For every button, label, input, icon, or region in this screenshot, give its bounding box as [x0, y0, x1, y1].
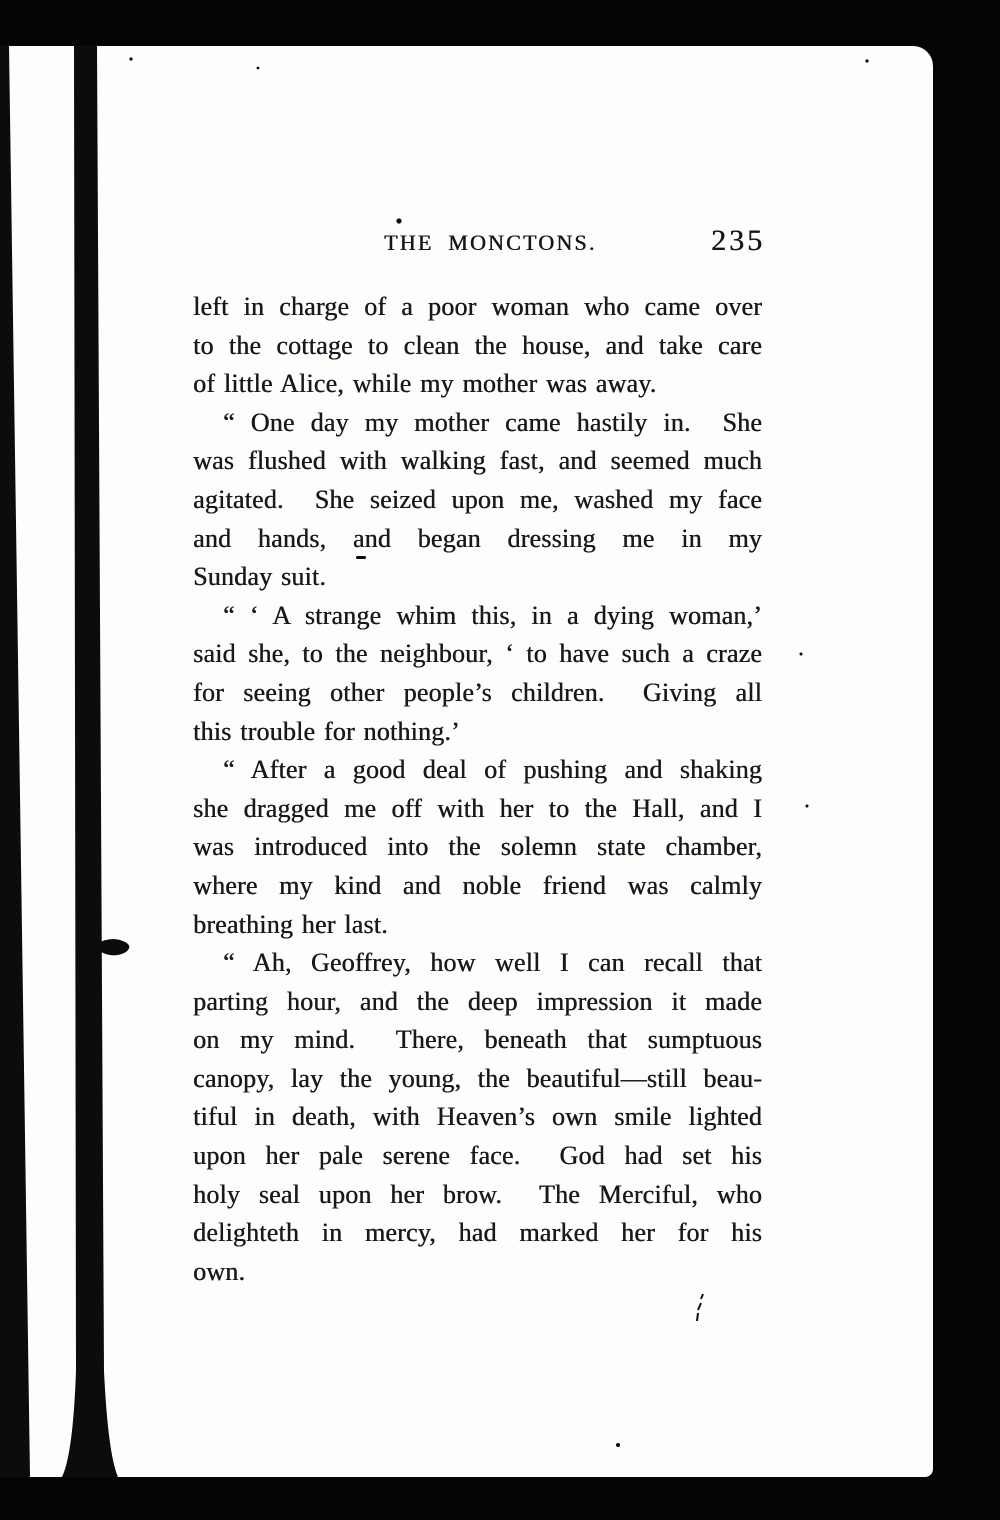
- text-line: upon her pale serene face. God had set his: [193, 1141, 762, 1171]
- page-left-edge-shadow: [0, 46, 30, 1477]
- text-line: agitated. She seized upon me, washed my face: [193, 484, 762, 514]
- text-line: of little Alice, while my mother was away.: [193, 369, 657, 399]
- body-text: [193, 288, 762, 1291]
- ink-speck: [396, 218, 401, 223]
- ink-speck: [865, 59, 868, 62]
- text-line: said she, to the neighbour, ‘ to have such a craze: [193, 639, 762, 669]
- ink-scratch: [697, 1294, 703, 1321]
- text-line: “ Ah, Geoffrey, how well I can recall that: [223, 948, 762, 978]
- text-line: own.: [193, 1256, 246, 1286]
- text-line: “ After a good deal of pushing and shaking: [223, 755, 762, 785]
- text-line: was introduced into the solemn state chamber,: [193, 832, 762, 862]
- text-line: “ One day my mother came hastily in. She: [223, 407, 762, 437]
- text-line: to the cottage to clean the house, and take care: [193, 330, 762, 360]
- text-line: was flushed with walking fast, and seemed much: [193, 446, 762, 476]
- text-line: and hands, and began dressing me in my: [193, 523, 762, 553]
- ink-speck: [800, 653, 803, 656]
- text-line: canopy, lay the young, the beautiful—still beau-: [193, 1063, 762, 1093]
- text-line: breathing her last.: [193, 909, 388, 939]
- text-line: where my kind and noble friend was calmly: [193, 870, 762, 900]
- text-line: delighteth in mercy, had marked her for his: [193, 1218, 762, 1248]
- text-line: parting hour, and the deep impression it made: [193, 986, 762, 1016]
- text-line: for seeing other people’s children. Giving all: [193, 677, 762, 707]
- text-line: on my mind. There, beneath that sumptuous: [193, 1025, 762, 1055]
- ink-speck: [616, 1443, 620, 1447]
- page-number: 235: [711, 224, 765, 257]
- text-line: Sunday suit.: [193, 562, 326, 592]
- text-line: left in charge of a poor woman who came over: [193, 292, 762, 321]
- running-header-title: THE MONCTONS.: [384, 230, 597, 255]
- binding-gutter-bar: [62, 46, 118, 1477]
- ink-speck: [806, 805, 809, 808]
- ink-speck: [257, 67, 260, 70]
- ink-speck: [129, 57, 132, 60]
- ink-blot-pointer: [96, 939, 129, 955]
- book-page: [0, 46, 933, 1477]
- text-line: tiful in death, with Heaven’s own smile lighted: [193, 1102, 762, 1132]
- text-line: holy seal upon her brow. The Merciful, who: [193, 1179, 762, 1209]
- text-line: “ ‘ A strange whim this, in a dying woman,’: [223, 600, 762, 630]
- text-line: she dragged me off with her to the Hall, and I: [193, 793, 762, 823]
- text-line: this trouble for nothing.’: [193, 716, 460, 746]
